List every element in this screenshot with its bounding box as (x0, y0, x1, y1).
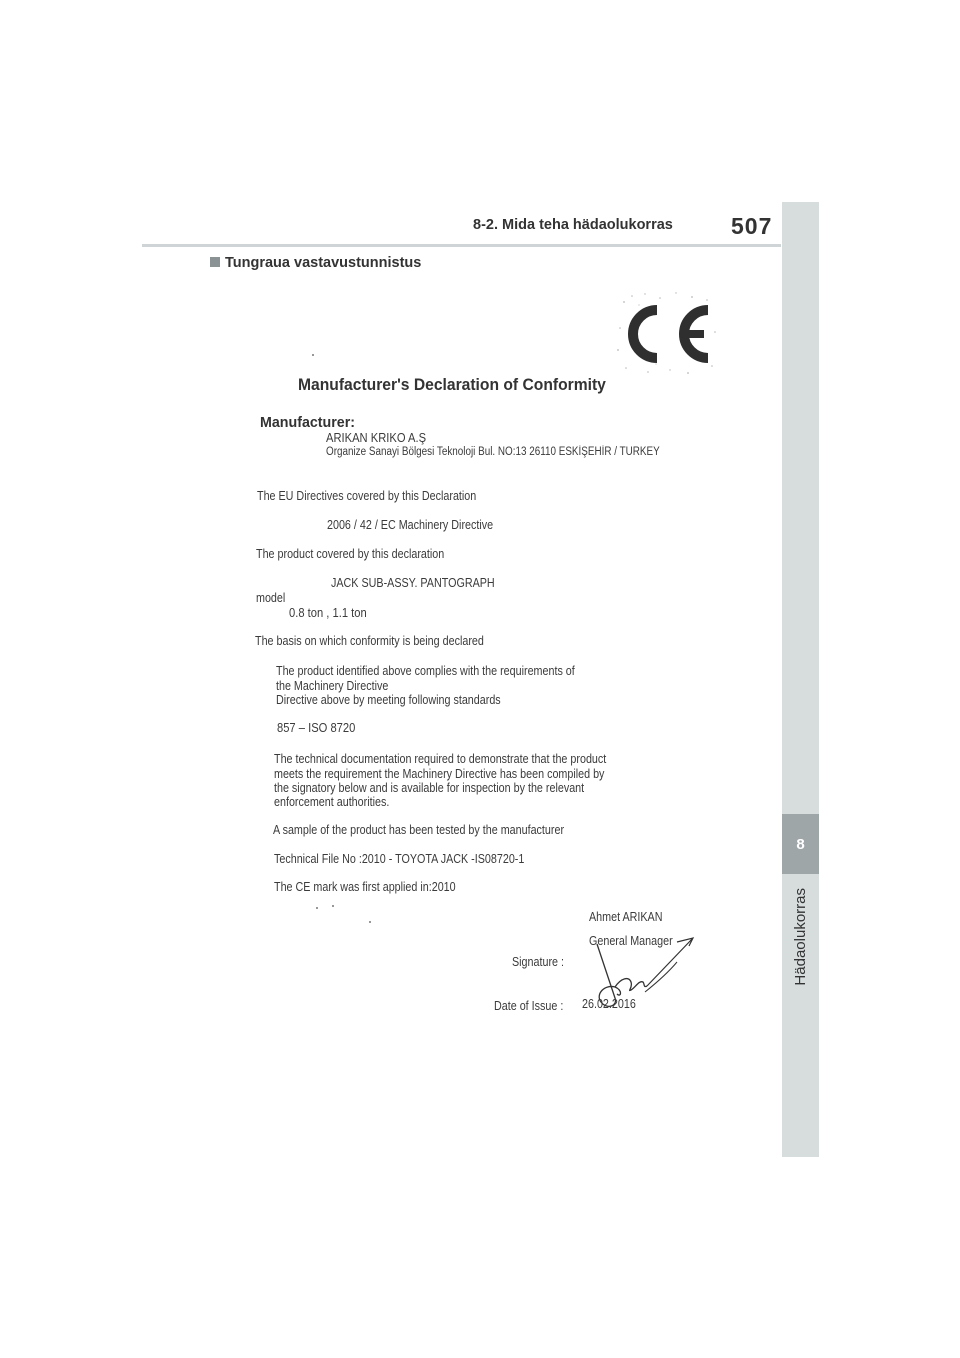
header-divider (142, 244, 781, 247)
scan-speck (369, 921, 371, 923)
scan-speck (332, 905, 334, 907)
basis-line: the Machinery Directive (276, 679, 389, 693)
basis-label: The basis on which conformity is being declared (255, 634, 484, 648)
eu-directives-label: The EU Directives covered by this Declaration (257, 489, 477, 503)
sample-tested-text: A sample of the product has been tested by the manufacturer (273, 823, 565, 837)
scan-speck (312, 354, 314, 356)
manufacturer-address: Organize Sanayi Bölgesi Teknoloji Bul. NO:13 26110 ESKİŞEHİR / TURKEY (326, 446, 660, 458)
product-label: The product covered by this declaration (256, 547, 445, 561)
ce-mark-icon (612, 288, 720, 378)
manufacturer-label: Manufacturer: (260, 414, 356, 431)
tech-doc-line: the signatory below and is available for inspection by the relevant (274, 781, 585, 795)
standard-number: 857 – ISO 8720 (277, 720, 356, 735)
product-name: JACK SUB-ASSY. PANTOGRAPH (331, 576, 495, 590)
tech-doc-line: meets the requirement the Machinery Directive has been compiled by (274, 767, 605, 781)
signature-label: Signature : (512, 955, 565, 969)
square-bullet-icon (210, 257, 220, 267)
page-number: 507 (731, 213, 773, 239)
side-tab-strip (782, 202, 819, 1157)
date-of-issue-value: 26.02.2016 (582, 997, 636, 1011)
chapter-section-title: 8-2. Mida teha hädaolukorras (473, 217, 673, 233)
signatory-name: Ahmet ARIKAN (589, 910, 663, 924)
chapter-number-tab[interactable]: 8 (782, 814, 819, 874)
section-heading (210, 255, 421, 271)
ce-mark-applied-text: The CE mark was first applied in:2010 (274, 880, 456, 894)
scan-speck (316, 907, 318, 909)
basis-line: Directive above by meeting following standards (276, 693, 501, 707)
date-of-issue-label: Date of Issue : (494, 999, 564, 1013)
chapter-label-text: Hädaolukorras (792, 888, 809, 986)
manufacturer-name: ARIKAN KRIKO A.Ş (326, 430, 427, 445)
chapter-label-tab (784, 882, 817, 992)
tech-doc-line: The technical documentation required to demonstrate that the product (274, 752, 607, 766)
signatory-title: General Manager (589, 934, 673, 948)
model-label: model (256, 591, 286, 605)
technical-file-text: Technical File No :2010 - TOYOTA JACK -IS08720-1 (274, 852, 525, 866)
tech-doc-line: enforcement authorities. (274, 795, 390, 809)
model-value: 0.8 ton , 1.1 ton (289, 605, 367, 620)
section-heading-text: Tungraua vastavustunnistus (225, 255, 422, 271)
directive-text: 2006 / 42 / EC Machinery Directive (327, 518, 494, 532)
declaration-of-conformity-scan (240, 280, 760, 1040)
certificate-title: Manufacturer's Declaration of Conformity (298, 375, 606, 394)
basis-line: The product identified above complies with the requirements of (276, 664, 575, 678)
